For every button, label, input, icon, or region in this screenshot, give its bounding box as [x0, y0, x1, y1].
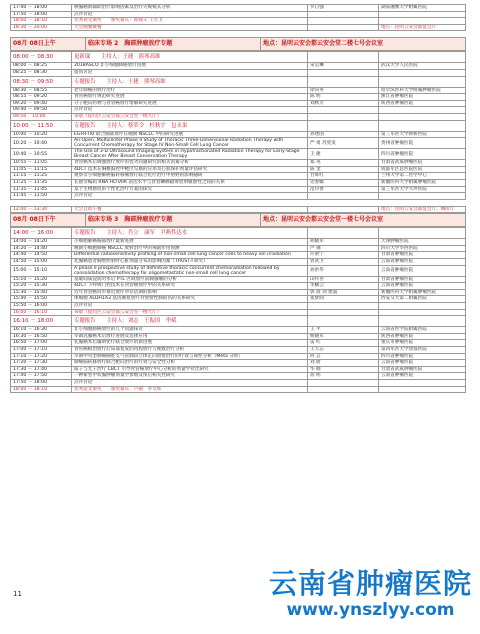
- title-cell: 非小细胞肺癌放疗的几个问题探讨: [72, 327, 308, 334]
- speaker-cell: [308, 316, 379, 327]
- title-cell: An Open, Multicenter Phase II Study of Thoracic Three-Dimensional Radiation Therapy with Concurrent Chemotherapy for Stage IV Non-Small Cell Lung Cancer: [72, 138, 308, 149]
- schedule-row: [11, 193, 466, 200]
- unit-cell: 兰州大学第二医学中心: [379, 173, 466, 180]
- unit-cell: [379, 193, 466, 200]
- unit-cell: [379, 52, 466, 63]
- schedule-row: [11, 327, 466, 334]
- time-cell: 16:10 － 16:30: [11, 327, 72, 334]
- unit-cell: 地点：昆明云安会都宴会厅、咖啡厅: [379, 206, 466, 213]
- speaker-cell: 罗自强: [308, 5, 379, 12]
- unit-cell: 甘肃省肿瘤医院: [379, 252, 466, 259]
- schedule-row: [11, 283, 466, 290]
- schedule-row: [11, 252, 466, 259]
- unit-cell: [379, 76, 466, 87]
- schedule-row: [11, 316, 466, 327]
- section-title: 临床专场 2 胸部肿瘤放疗专题: [86, 38, 261, 51]
- time-cell: 18:30 － 20:00: [11, 24, 72, 31]
- time-cell: 10:55 － 11:05: [11, 160, 72, 167]
- title-cell: 肺癌脑转移放疗联合靶向治疗的疗效与安全性分析: [72, 360, 308, 367]
- hospital-watermark: [269, 568, 472, 620]
- title-cell: 长链非编码 RNA HOTAIR 表达水平与食管鳞癌辐射放射敏感性之间的关系: [72, 179, 308, 186]
- speaker-cell: 郑 英: [308, 160, 379, 167]
- unit-cell: 云南省肿瘤医院: [379, 283, 466, 290]
- time-cell: 08:30 － 08:55: [11, 87, 72, 94]
- unit-cell: 西安交大第二附属医院: [379, 296, 466, 303]
- speaker-cell: 陈 金: [308, 166, 379, 173]
- schedule-row: [11, 186, 466, 193]
- speaker-cell: [308, 228, 379, 239]
- unit-cell: [379, 11, 466, 18]
- time-cell: 15:00 － 15:10: [11, 265, 72, 276]
- speaker-cell: 甘辉红: [308, 173, 379, 180]
- schedule-row: [11, 373, 466, 380]
- schedule-row: [11, 63, 466, 70]
- schedule-row: [11, 353, 466, 360]
- time-cell: 15:10 － 15:20: [11, 276, 72, 283]
- schedule-row: [11, 228, 466, 239]
- speaker-cell: 王 捷: [308, 149, 379, 160]
- time-cell: 17:10 － 17:20: [11, 353, 72, 360]
- time-cell: 11:25 － 11:35: [11, 179, 72, 186]
- schedule-row: [11, 296, 466, 303]
- unit-cell: 云南省肿瘤医院: [379, 265, 466, 276]
- schedule-row: [11, 173, 466, 180]
- unit-cell: 云南省肿瘤医院: [379, 360, 466, 367]
- unit-cell: 第三军医大学新桥医院: [379, 131, 466, 138]
- unit-cell: 云南省医学院附属医院: [379, 327, 466, 334]
- speaker-cell: 王天志: [308, 347, 379, 354]
- time-cell: 14:20 － 14:40: [11, 245, 72, 252]
- title-cell: 乳腺癌患者胸壁照射时心脏剂量分布的影响因素（TRUST-I 研究）: [72, 259, 308, 266]
- time-cell: 16:00 － 16:10: [11, 309, 72, 316]
- title-cell: 食管癌放疗规范研究进展: [72, 94, 308, 101]
- unit-cell: 甘肃省武威肿瘤医院: [379, 160, 466, 167]
- schedule-row: [11, 347, 466, 354]
- time-cell: 15:30 － 15:40: [11, 289, 72, 296]
- unit-cell: 甘肃省肿瘤医院: [379, 276, 466, 283]
- time-cell: 17:30 － 17:40: [11, 366, 72, 373]
- speaker-cell: 雷 红: [308, 340, 379, 347]
- title-cell: 优秀论文颁奖 颁奖嘉宾：卢铀 李文辉: [72, 386, 308, 393]
- speaker-cell: 严 勇 苏宪发: [308, 138, 379, 149]
- unit-cell: 四川大学华西医院: [379, 245, 466, 252]
- unit-cell: 湖南湘雅大学附属医院: [379, 5, 466, 12]
- time-cell: 15:40 － 15:50: [11, 296, 72, 303]
- unit-cell: 四川省肿瘤医院: [379, 353, 466, 360]
- title-cell: 小细胞肺癌胸部放疗最新进展: [72, 239, 308, 246]
- speaker-cell: [308, 309, 379, 316]
- time-cell: 14:40 － 14:50: [11, 252, 72, 259]
- watermark-name: 云南省肿瘤医院: [268, 567, 472, 600]
- speaker-cell: 刘秋芳: [308, 100, 379, 107]
- schedule-row: [11, 333, 466, 340]
- title-cell: 点评讨论: [72, 107, 308, 114]
- speaker-cell: 杨晓军: [308, 333, 379, 340]
- title-cell: 基于生物感度的个性化治疗方案的探究: [72, 186, 308, 193]
- time-cell: 10:00 － 10:20: [11, 131, 72, 138]
- unit-cell: [379, 316, 466, 327]
- title-cell: 4DCT 技术在胸椎鼓控中靶区勾画的应用及心肌保护剂量评估研究: [72, 166, 308, 173]
- unit-cell: 第四军医大学唐都医院: [379, 347, 466, 354]
- schedule-row: [11, 11, 466, 18]
- title-cell: 一种新型甲状腺肿瘤剂量学参数及预后相关性研究: [72, 373, 308, 380]
- schedule-row: [11, 303, 466, 310]
- title-cell: 胰腺癌新辅助治疗影响因素及治疗失败模式分析: [72, 5, 308, 12]
- speaker-cell: [308, 107, 379, 114]
- schedule-row: [11, 166, 466, 173]
- time-cell: 08:00 － 08:30: [11, 52, 72, 63]
- schedule-row: [11, 113, 466, 120]
- schedule-row: [11, 360, 466, 367]
- schedule-row: [11, 265, 466, 276]
- unit-cell: 新疆医科大学附属肿瘤医院: [379, 179, 466, 186]
- schedule-row: [11, 386, 466, 393]
- title-cell: The Use of 3-D Ultrasound Imaging System in Hypofractionated Radiation Therapy for Early-Stage Breast Cancer After Breast Conservation Therapy: [72, 149, 308, 160]
- schedule-row: [11, 87, 466, 94]
- schedule-row: [11, 100, 466, 107]
- schedule-row: [11, 239, 466, 246]
- speaker-cell: 王 平: [308, 327, 379, 334]
- speaker-cell: 范玲香: [308, 186, 379, 193]
- time-cell: 10:00 － 11:50: [11, 120, 72, 131]
- unit-cell: 云南省肿瘤医院: [379, 259, 466, 266]
- time-cell: 11:05 － 11:15: [11, 166, 72, 173]
- schedule-row: [11, 24, 466, 31]
- speaker-cell: [308, 113, 379, 120]
- title-cell: 提问讨论: [72, 69, 308, 76]
- schedule-row: [11, 276, 466, 283]
- speaker-cell: [308, 379, 379, 386]
- time-cell: 09:40 － 09:50: [11, 107, 72, 114]
- time-cell: 17:20 － 17:30: [11, 360, 72, 367]
- time-cell: 10:40 － 10:55: [11, 149, 72, 160]
- title-cell: 基础间质浸润对术后 PTL 区域放疗前胸腺瘤的分析: [72, 276, 308, 283]
- time-cell: 15:20 － 15:30: [11, 283, 72, 290]
- title-cell: 乳腺癌术后辅助化疗联合放疗的新进展: [72, 340, 308, 347]
- speaker-cell: 孙洪华: [308, 265, 379, 276]
- schedule-row: [11, 94, 466, 101]
- time-cell: 10:20 － 10:40: [11, 138, 72, 149]
- title-cell: 大会自助午餐: [72, 206, 308, 213]
- time-cell: 14:00 － 14:20: [11, 239, 72, 246]
- unit-cell: 地点：昆明云安会都宴会厅: [379, 24, 466, 31]
- title-cell: 食管癌根治放疗后局部复发的再程放疗与挽救治疗分析: [72, 347, 308, 354]
- schedule-row: [11, 149, 466, 160]
- title-cell: 优秀论文颁奖 颁奖嘉宾：郎锦义 王雪卫: [72, 18, 308, 25]
- schedule-table-1: [10, 4, 466, 31]
- title-cell: 大会晚餐聚餐: [72, 24, 308, 31]
- section-venue: 地点：昆明云安会都云安会堂二楼七号会议室: [261, 38, 466, 51]
- time-cell: 16:30 － 16:50: [11, 333, 72, 340]
- speaker-cell: 高 明: [308, 373, 379, 380]
- time-cell: 15:50 － 16:00: [11, 303, 72, 310]
- page-number: 11: [13, 590, 22, 598]
- title-cell: 专题报告 主持人：刘志 王振国 李斌: [72, 316, 308, 327]
- unit-cell: [379, 303, 466, 310]
- speaker-cell: 山传杏: [308, 276, 379, 283]
- schedule-table-2: [10, 51, 466, 199]
- time-cell: 17:50 － 18:00: [11, 11, 72, 18]
- schedule-page: [10, 4, 466, 393]
- unit-cell: 陕西省肿瘤医院: [379, 333, 466, 340]
- speaker-cell: [308, 11, 379, 18]
- speaker-cell: 郭 晨 刘 建波: [308, 289, 379, 296]
- speaker-cell: 徐向英: [308, 87, 379, 94]
- unit-cell: 甘肃省武威肿瘤医院: [379, 366, 466, 373]
- speaker-cell: 华 刚: [308, 366, 379, 373]
- title-cell: EGFR-TKI 联合胸部放疗在晚期 NSCLC 中的研究进展: [72, 131, 308, 138]
- time-cell: 11:45 － 11:50: [11, 193, 72, 200]
- time-cell: 11:35 － 11:45: [11, 186, 72, 193]
- speaker-cell: 宋启琳: [308, 63, 379, 70]
- unit-cell: [379, 379, 466, 386]
- title-cell: 专题报告 主持人：王捷 熊琴高维: [72, 76, 308, 87]
- schedule-row: [11, 366, 466, 373]
- speaker-cell: 李鹏云: [308, 283, 379, 290]
- title-cell: 分子靶向药物与食管癌放疗增敏研究进展: [72, 100, 308, 107]
- schedule-row: [11, 259, 466, 266]
- title-cell: 专题报告 主持人：蔡荣令 杜秋宇 包永果: [72, 120, 308, 131]
- schedule-row: [11, 245, 466, 252]
- title-cell: 质子与光子治疗 CBCT 引导食管癌放疗中心分析的剂量学对比研究: [72, 366, 308, 373]
- speaker-cell: [308, 69, 379, 76]
- title-cell: 食管癌术后调强放疗放疗的优劣问题研究的相关因素分析: [72, 160, 308, 167]
- speaker-cell: 达春娥: [308, 179, 379, 186]
- unit-cell: 陕西省肿瘤医院: [379, 100, 466, 107]
- section-date: 08月 08日上午: [11, 38, 86, 51]
- speaker-cell: [308, 24, 379, 31]
- unit-cell: [379, 120, 466, 131]
- title-cell: 茶歇（提问区云安会都云安会堂一楼大厅）: [72, 309, 308, 316]
- unit-cell: 成都军区总医院医院: [379, 166, 466, 173]
- title-cell: 4DCT 下呼吸门控技术在食管癌放疗中的关系研究: [72, 283, 308, 290]
- time-cell: 18:00 － 18:10: [11, 386, 72, 393]
- section-header-row: [11, 214, 466, 227]
- time-cell: 12:00 － 13:30: [11, 206, 72, 213]
- schedule-row: [11, 107, 466, 114]
- session-header-2: [10, 213, 466, 227]
- schedule-row: [11, 138, 466, 149]
- title-cell: 晚期小细胞肺癌 NSCLC 放射治疗中的毒副作用预测: [72, 245, 308, 252]
- time-cell: 08:55 － 09:20: [11, 94, 72, 101]
- time-cell: 08:30 － 09:50: [11, 76, 72, 87]
- schedule-table-4: [10, 227, 466, 393]
- unit-cell: 浙江省肿瘤医院: [379, 94, 466, 101]
- speaker-cell: 胡晓军: [308, 239, 379, 246]
- title-cell: 早期中央型肺癌胸腔支气管肺段立体定向放射治疗的疗效与毒性分析（Meta 分析）: [72, 353, 308, 360]
- unit-cell: 天津肿瘤医院: [379, 239, 466, 246]
- speaker-cell: 卢 铀: [308, 245, 379, 252]
- title-cell: Differential radiosensitivity profiling of non-small cell lung cancer cells to heavy ion irradiation: [72, 252, 308, 259]
- time-cell: 17:50 － 18:00: [11, 379, 72, 386]
- title-cell: 早期乳腺癌术后放疗进展及选择应用: [72, 333, 308, 340]
- speaker-cell: [308, 120, 379, 131]
- speaker-cell: [308, 52, 379, 63]
- unit-cell: 四川省肿瘤医院: [379, 149, 466, 160]
- unit-cell: [379, 309, 466, 316]
- speaker-cell: [308, 386, 379, 393]
- title-cell: A phase II prospective study of definitive thoracic concurrent chemoradiation followed by consolidation chemotherapy for oligometastatic non-small cell lung cancer: [72, 265, 308, 276]
- schedule-row: [11, 340, 466, 347]
- unit-cell: 第三军医大学大坪医院: [379, 186, 466, 193]
- schedule-row: [11, 52, 466, 63]
- title-cell: 点评讨论: [72, 11, 308, 18]
- title-cell: 点评讨论: [72, 379, 308, 386]
- speaker-cell: 张梦圆: [308, 296, 379, 303]
- unit-cell: [379, 69, 466, 76]
- unit-cell: 贵州省肿瘤医院: [379, 138, 466, 149]
- speaker-cell: 刘 蔚: [308, 360, 379, 367]
- unit-cell: [379, 113, 466, 120]
- schedule-row: [11, 120, 466, 131]
- title-cell: 观察非小细胞肺癌脑转移瘤放疗联合化疗治疗中射野的影响随研: [72, 173, 308, 180]
- time-cell: 17:40 － 17:50: [11, 373, 72, 380]
- time-cell: 16:10 － 18:00: [11, 316, 72, 327]
- title-cell: 2018ASCO 非小细胞肺癌放疗进展: [72, 63, 308, 70]
- watermark-url: www.ynszlyy.com: [286, 600, 455, 620]
- schedule-row: [11, 160, 466, 167]
- schedule-row: [11, 289, 466, 296]
- time-cell: 14:00 － 16:00: [11, 228, 72, 239]
- title-cell: 体细胞 ALDH1A3 基因修复放疗对放射性肺损伤的关系研究: [72, 296, 308, 303]
- time-cell: 08:00 － 08:25: [11, 63, 72, 70]
- unit-cell: [379, 228, 466, 239]
- schedule-row: [11, 131, 466, 138]
- speaker-cell: 许蕾宁: [308, 252, 379, 259]
- unit-cell: [379, 18, 466, 25]
- time-cell: 17:40 － 18:00: [11, 5, 72, 12]
- time-cell: 11:15 － 11:25: [11, 173, 72, 180]
- time-cell: 09:50 10:00: [11, 113, 72, 120]
- speaker-cell: [308, 18, 379, 25]
- schedule-row: [11, 76, 466, 87]
- title-cell: 更新课 主持人：王捷 熊琴高维: [72, 52, 308, 63]
- speaker-cell: [308, 303, 379, 310]
- title-cell: 近年食管癌同步推迟放疗对存活期的影响: [72, 289, 308, 296]
- time-cell: 16:50 － 17:00: [11, 340, 72, 347]
- section-venue: 地点：昆明云安会都云安会堂一楼七号会议室: [261, 214, 466, 227]
- unit-cell: 武汉大学人民医院: [379, 63, 466, 70]
- speaker-cell: [308, 76, 379, 87]
- section-title: 临床专场 3 胸部肿瘤放疗专题: [86, 214, 261, 227]
- speaker-cell: 陈 明: [308, 94, 379, 101]
- schedule-row: [11, 179, 466, 186]
- schedule-row: [11, 206, 466, 213]
- schedule-row: [11, 69, 466, 76]
- unit-cell: [379, 386, 466, 393]
- title-cell: 茶歇（提问区云安会都云安会堂一楼大厅）: [72, 113, 308, 120]
- schedule-row: [11, 5, 466, 12]
- time-cell: 14:50 － 15:00: [11, 259, 72, 266]
- schedule-row: [11, 309, 466, 316]
- schedule-row: [11, 18, 466, 25]
- unit-cell: 新疆医科大学附属肿瘤医院: [379, 289, 466, 296]
- unit-cell: [379, 107, 466, 114]
- speaker-cell: 曾武卫: [308, 259, 379, 266]
- speaker-cell: [308, 206, 379, 213]
- title-cell: 点评讨论: [72, 303, 308, 310]
- time-cell: 17:00 － 17:10: [11, 347, 72, 354]
- unit-cell: 哈尔滨医科大学附属肿瘤医院: [379, 87, 466, 94]
- speaker-cell: 何 芸: [308, 353, 379, 360]
- title-cell: 老年肺癌的放疗治疗: [72, 87, 308, 94]
- unit-cell: 重庆市肿瘤医院: [379, 340, 466, 347]
- schedule-table-3: [10, 206, 466, 214]
- session-header-1: [10, 37, 466, 51]
- unit-cell: 云南省肿瘤医院: [379, 373, 466, 380]
- title-cell: 点评讨论: [72, 193, 308, 200]
- section-header-row: [11, 38, 466, 51]
- section-date: 08月 08日下午: [11, 214, 86, 227]
- speaker-cell: 孙建国: [308, 131, 379, 138]
- time-cell: 08:25 － 08:30: [11, 69, 72, 76]
- title-cell: 专题报告 主持人：肖立 康军 尹燕性达水: [72, 228, 308, 239]
- time-cell: 09:20 － 09:40: [11, 100, 72, 107]
- time-cell: 18:00 － 18:10: [11, 18, 72, 25]
- speaker-cell: [308, 193, 379, 200]
- schedule-row: [11, 379, 466, 386]
